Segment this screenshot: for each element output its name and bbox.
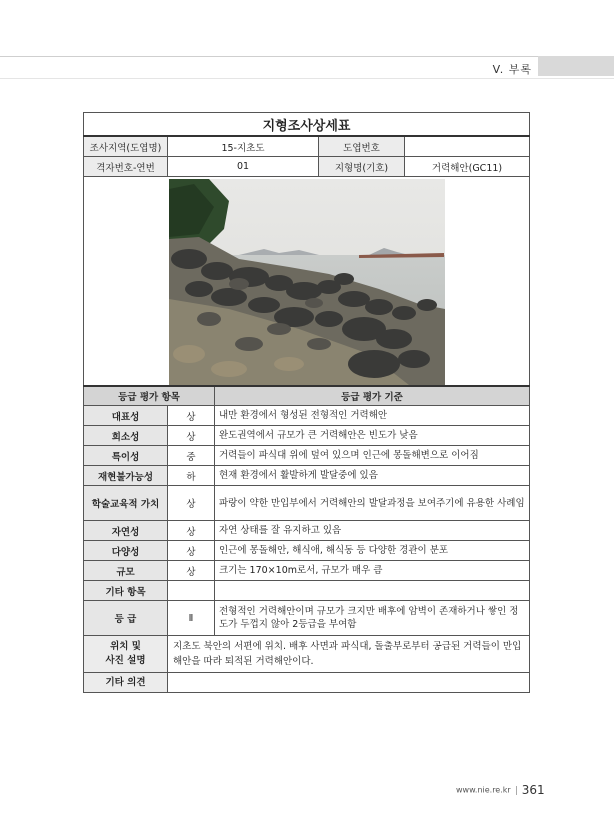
criterion-grade: 상 xyxy=(168,561,215,581)
criterion-desc: 완도권역에서 규모가 큰 거력해안은 빈도가 낮음 xyxy=(215,426,530,446)
section-tab xyxy=(538,56,614,76)
criterion-desc: 거력들이 파식대 위에 덮여 있으며 인근에 몽돌해변으로 이어짐 xyxy=(215,446,530,466)
criterion-desc: 크기는 170×10m로서, 규모가 매우 큼 xyxy=(215,561,530,581)
footer-site: www.nie.re.kr xyxy=(456,785,511,795)
final-grade-desc: 전형적인 거력해안이며 규모가 크지만 배후에 암벽이 존재하거나 쌓인 정도가 두껍지 않아 2등급을 부여함 xyxy=(215,601,530,636)
criterion-desc: 내만 환경에서 형성된 전형적인 거력해안 xyxy=(215,406,530,426)
landform-value: 거력해안(GC11) xyxy=(405,157,530,177)
location-label-line1: 위치 및 xyxy=(110,641,141,652)
criterion-name: 자연성 xyxy=(84,521,168,541)
criterion-name: 대표성 xyxy=(84,406,168,426)
criterion-name: 특이성 xyxy=(84,446,168,466)
final-grade-label: 등 급 xyxy=(84,601,168,636)
grade-items-header: 등급 평가 항목 xyxy=(84,386,215,406)
criterion-name: 규모 xyxy=(84,561,168,581)
criterion-grade xyxy=(168,581,215,601)
criterion-name: 희소성 xyxy=(84,426,168,446)
landform-label: 지형명(기호) xyxy=(319,157,405,177)
page-footer xyxy=(456,783,545,797)
photo-cell xyxy=(84,177,530,387)
criterion-grade: 상 xyxy=(168,406,215,426)
criterion-grade: 상 xyxy=(168,521,215,541)
criterion-name: 기타 항목 xyxy=(84,581,168,601)
boulder-coast-photo xyxy=(169,179,445,385)
final-grade-value: Ⅱ xyxy=(168,601,215,636)
criterion-name: 학술교육적 가치 xyxy=(84,486,168,521)
criterion-desc: 파랑이 약한 만입부에서 거력해안의 발달과정을 보여주기에 유용한 사례임 xyxy=(215,486,530,521)
criterion-grade: 하 xyxy=(168,466,215,486)
grid-value: 01 xyxy=(168,157,319,177)
location-label xyxy=(84,636,168,673)
other-opinion-label: 기타 의견 xyxy=(84,673,168,693)
location-desc: 지초도 북안의 서편에 위치. 배후 사면과 파식대, 돌출부로부터 공급된 거력들이 만입 해안을 따라 퇴적된 거력해안이다. xyxy=(168,636,530,673)
criterion-grade: 중 xyxy=(168,446,215,466)
survey-area-label: 조사지역(도엽명) xyxy=(84,136,168,157)
criterion-name: 재현불가능성 xyxy=(84,466,168,486)
criterion-grade: 상 xyxy=(168,486,215,521)
survey-area-value: 15-지초도 xyxy=(168,136,319,157)
criterion-desc: 현재 환경에서 활발하게 발달중에 있음 xyxy=(215,466,530,486)
criterion-desc: 인근에 몽돌해안, 해식애, 해식동 등 다양한 경관이 분포 xyxy=(215,541,530,561)
form-title: 지형조사상세표 xyxy=(84,113,530,137)
header-rule xyxy=(0,78,614,79)
page-top-band xyxy=(0,0,614,57)
grade-criteria-header: 등급 평가 기준 xyxy=(215,386,530,406)
grid-label: 격자번호-연번 xyxy=(84,157,168,177)
page-number: 361 xyxy=(521,783,545,797)
criterion-grade: 상 xyxy=(168,426,215,446)
landform-survey-table xyxy=(83,112,530,693)
location-label-line2: 사진 설명 xyxy=(105,655,146,666)
criterion-desc: 자연 상태를 잘 유지하고 있음 xyxy=(215,521,530,541)
criterion-desc xyxy=(215,581,530,601)
map-no-value xyxy=(405,136,530,157)
map-no-label: 도엽번호 xyxy=(319,136,405,157)
footer-separator xyxy=(516,786,517,795)
criterion-grade: 상 xyxy=(168,541,215,561)
criterion-name: 다양성 xyxy=(84,541,168,561)
section-label: V. 부록 xyxy=(492,63,532,76)
other-opinion-desc xyxy=(168,673,530,693)
